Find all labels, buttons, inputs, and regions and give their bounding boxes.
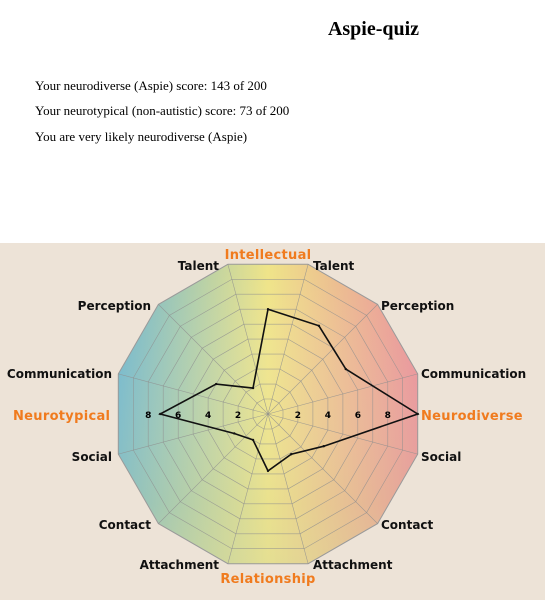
group-label-right: Neurodiverse: [421, 409, 523, 424]
group-label-left: Neurotypical: [13, 409, 111, 424]
axis-label-neurodiverse-communication: Communication: [421, 367, 527, 381]
tick-label-left: 4: [204, 411, 212, 421]
data-point-neurotypical-attachment: [267, 470, 269, 472]
data-point-neurotypical-contact: [252, 439, 254, 441]
axis-label-neurotypical-social: Social: [71, 450, 112, 464]
axis-label-neurodiverse-talent: Talent: [313, 259, 355, 273]
radar-chart: [0, 243, 545, 600]
nt-score-text: Your neurotypical (non-autistic) score: 73 of 200: [35, 103, 290, 118]
axis-label-neurodiverse-attachment: Attachment: [313, 558, 393, 572]
tick-label-left: 2: [234, 411, 242, 421]
tick-label-right: 6: [354, 411, 361, 421]
tick-label-right: 8: [384, 411, 391, 421]
data-point-neurotypical-talent: [252, 387, 254, 389]
verdict-text: You are very likely neurodiverse (Aspie): [35, 129, 248, 144]
group-label-bottom: Relationship: [220, 572, 316, 587]
group-label-top: Intellectual: [224, 248, 312, 263]
page-title: Aspie-quiz: [327, 18, 420, 40]
tick-label-right: 2: [294, 411, 302, 421]
aspie-score-text: Your neurodiverse (Aspie) score: 143 of 200: [35, 78, 267, 93]
data-point-neurodiverse-social: [417, 413, 419, 415]
axis-label-neurotypical-contact: Contact: [98, 518, 151, 532]
axis-label-neurotypical-perception: Perception: [77, 299, 151, 313]
axis-label-neurotypical-talent: Talent: [177, 259, 219, 273]
tick-label-right: 4: [324, 411, 332, 421]
data-point-neurodiverse-talent: [267, 308, 269, 310]
axis-label-neurodiverse-perception: Perception: [381, 299, 455, 313]
axis-label-neurodiverse-contact: Contact: [381, 518, 434, 532]
data-point-neurotypical-communication: [159, 413, 161, 415]
data-point-neurodiverse-perception: [318, 325, 320, 327]
data-point-neurotypical-social: [233, 432, 235, 434]
axis-label-neurotypical-attachment: Attachment: [139, 558, 219, 572]
axis-label-neurodiverse-social: Social: [421, 450, 462, 464]
tick-label-left: 6: [175, 411, 182, 421]
tick-label-left: 8: [145, 411, 152, 421]
radar-chart-panel: [0, 243, 545, 600]
data-point-neurodiverse-contact: [323, 445, 325, 447]
axis-label-neurotypical-communication: Communication: [6, 367, 112, 381]
data-point-neurodiverse-communication: [345, 368, 347, 370]
data-point-neurodiverse-attachment: [290, 453, 292, 455]
data-point-neurotypical-perception: [215, 383, 217, 385]
